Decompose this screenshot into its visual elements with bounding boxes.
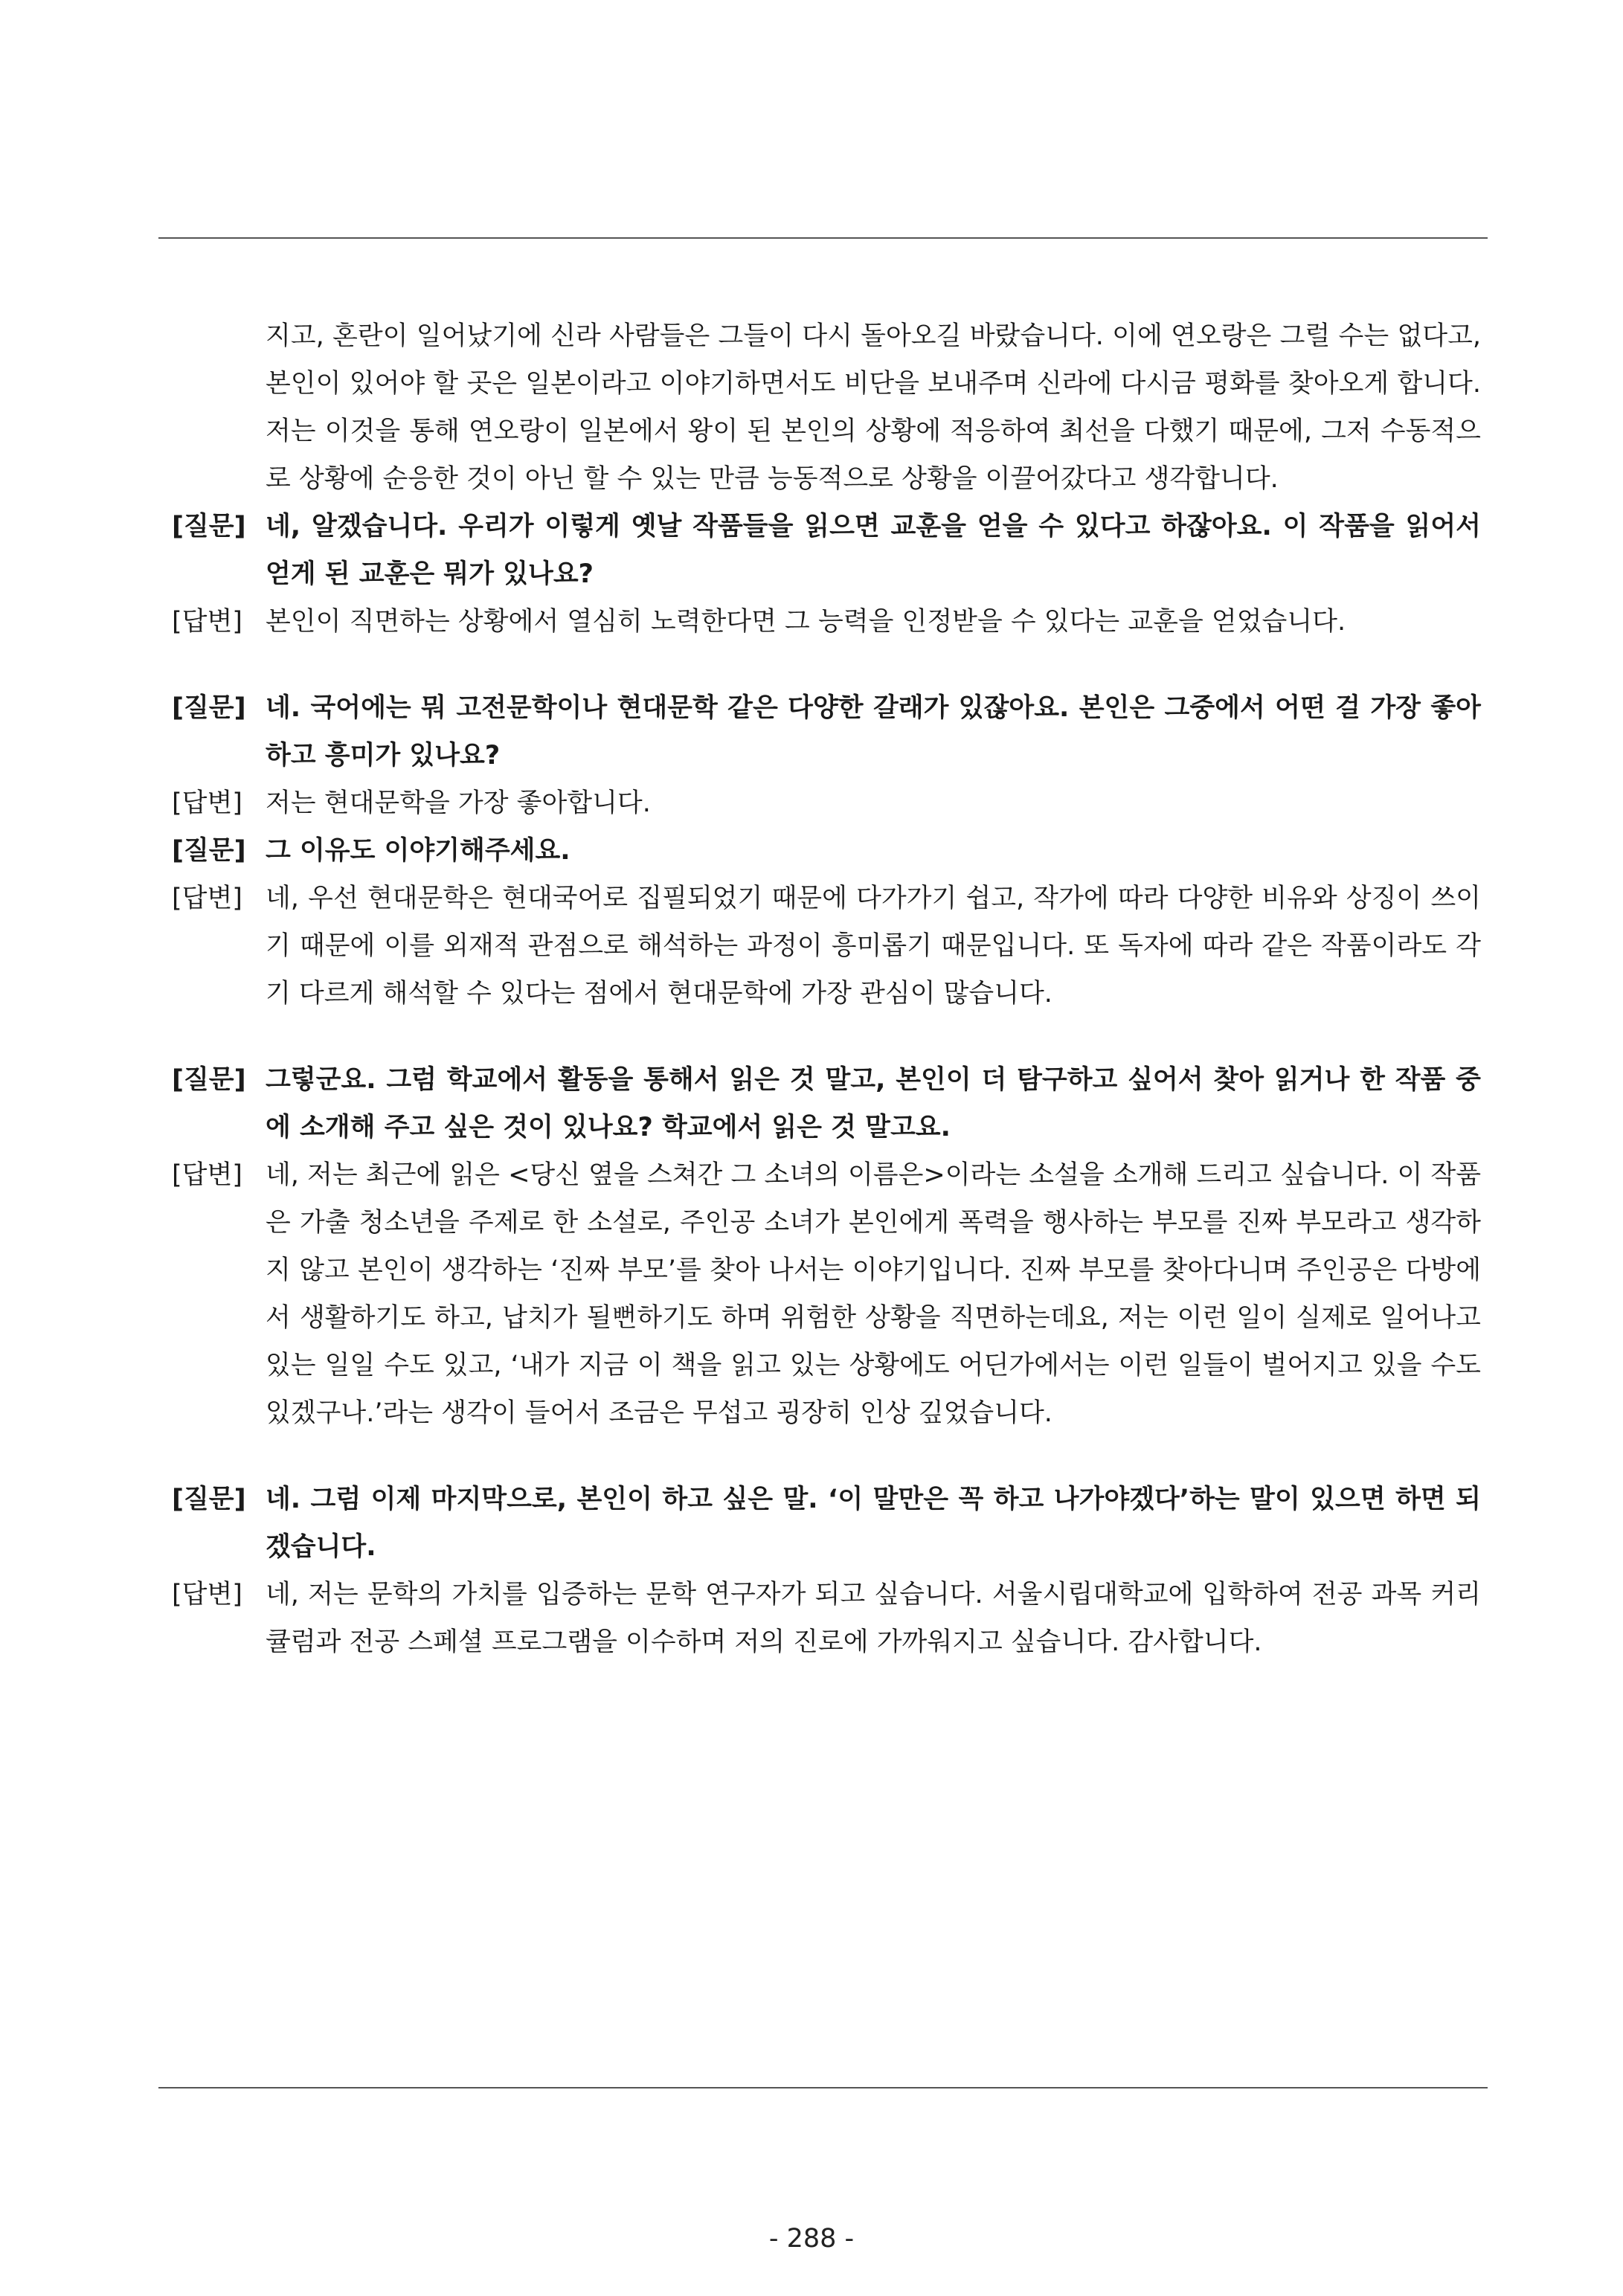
continuation-paragraph: 지고, 혼란이 일어났기에 신라 사람들은 그들이 다시 돌아오길 바랐습니다. 이에 연오랑은 그럴 수는 없다고, 본인이 있어야 할 곳은 일본이라고 이야기하면서도 비단을 보내주며 신라에 다시금 평화를 찾아오게 합니다. 저는 이것을 통해 연오랑이 일본에서 왕이 된 본인의 상황에 적응하여 최선을 다했기 때문에, 그저 수동적으로 상황에 순응한 것이 아닌 할 수 있는 만큼 능동적으로 상황을 이끌어갔다고 생각합니다. bbox=[266, 321, 1481, 494]
interview-transcript bbox=[172, 312, 1481, 1666]
question-tag: [질문] bbox=[172, 512, 246, 541]
question-tag: [질문] bbox=[172, 836, 246, 866]
question-text: 그렇군요. 그럼 학교에서 활동을 통해서 읽은 것 말고, 본인이 더 탐구하고 싶어서 찾아 읽거나 한 작품 중에 소개해 주고 싶은 것이 있나요? 학교에서 읽은 것 말고요. bbox=[266, 1065, 1481, 1142]
answer-tag: [답변] bbox=[172, 1160, 242, 1190]
answer-entry bbox=[172, 875, 1481, 1017]
question-entry bbox=[172, 684, 1481, 779]
question-text: 그 이유도 이야기해주세요. bbox=[266, 836, 571, 866]
answer-entry bbox=[172, 1151, 1481, 1437]
header-rule bbox=[158, 237, 1488, 239]
question-entry bbox=[172, 827, 1481, 875]
question-tag: [질문] bbox=[172, 1065, 246, 1095]
question-text: 네. 국어에는 뭐 고전문학이나 현대문학 같은 다양한 갈래가 있잖아요. 본인은 그중에서 어떤 걸 가장 좋아하고 흥미가 있나요? bbox=[266, 693, 1481, 771]
answer-text: 네, 저는 최근에 읽은 <당신 옆을 스쳐간 그 소녀의 이름은>이라는 소설을 소개해 드리고 싶습니다. 이 작품은 가출 청소년을 주제로 한 소설로, 주인공 소녀가 본인에게 폭력을 행사하는 부모를 진짜 부모라고 생각하지 않고 본인이 생각하는 ‘진짜 부모’를 찾아 나서는 이야기입니다. 진짜 부모를 찾아다니며 주인공은 다방에서 생활하기도 하고, 납치가 될뻔하기도 하며 위험한 상황을 직면하는데요, 저는 이런 일이 실제로 일어나고 있는 일일 수도 있고, ‘내가 지금 이 책을 읽고 있는 상황에도 어딘가에서는 이런 일들이 벌어지고 있을 수도 있겠구나.’라는 생각이 들어서 조금은 무섭고 굉장히 인상 깊었습니다. bbox=[266, 1160, 1481, 1428]
answer-text: 본인이 직면하는 상황에서 열심히 노력한다면 그 능력을 인정받을 수 있다는 교훈을 얻었습니다. bbox=[266, 607, 1346, 637]
answer-entry bbox=[172, 598, 1481, 646]
answer-text: 저는 현대문학을 가장 좋아합니다. bbox=[266, 788, 651, 818]
answer-tag: [답변] bbox=[172, 788, 242, 818]
answer-entry bbox=[172, 1571, 1481, 1666]
answer-text: 네, 저는 문학의 가치를 입증하는 문학 연구자가 되고 싶습니다. 서울시립대학교에 입학하여 전공 과목 커리큘럼과 전공 스페셜 프로그램을 이수하며 저의 진로에 가까워지고 싶습니다. 감사합니다. bbox=[266, 1580, 1481, 1657]
question-entry bbox=[172, 1056, 1481, 1151]
footer-rule bbox=[158, 2087, 1488, 2088]
question-text: 네, 알겠습니다. 우리가 이렇게 옛날 작품들을 읽으면 교훈을 얻을 수 있다고 하잖아요. 이 작품을 읽어서 얻게 된 교훈은 뭐가 있나요? bbox=[266, 512, 1481, 589]
page-number: - 288 - bbox=[768, 2224, 855, 2254]
question-entry bbox=[172, 1476, 1481, 1571]
answer-tag: [답변] bbox=[172, 884, 242, 913]
answer-tag: [답변] bbox=[172, 607, 242, 637]
question-text: 네. 그럼 이제 마지막으로, 본인이 하고 싶은 말. ‘이 말만은 꼭 하고 나가야겠다’하는 말이 있으면 하면 되겠습니다. bbox=[266, 1485, 1481, 1562]
question-entry bbox=[172, 503, 1481, 598]
question-tag: [질문] bbox=[172, 1485, 246, 1514]
answer-entry bbox=[172, 779, 1481, 827]
answer-tag: [답변] bbox=[172, 1580, 242, 1610]
answer-text: 네, 우선 현대문학은 현대국어로 집필되었기 때문에 다가가기 쉽고, 작가에 따라 다양한 비유와 상징이 쓰이기 때문에 이를 외재적 관점으로 해석하는 과정이 흥미롭기 때문입니다. 또 독자에 따라 같은 작품이라도 각기 다르게 해석할 수 있다는 점에서 현대문학에 가장 관심이 많습니다. bbox=[266, 884, 1481, 1009]
question-tag: [질문] bbox=[172, 693, 246, 723]
